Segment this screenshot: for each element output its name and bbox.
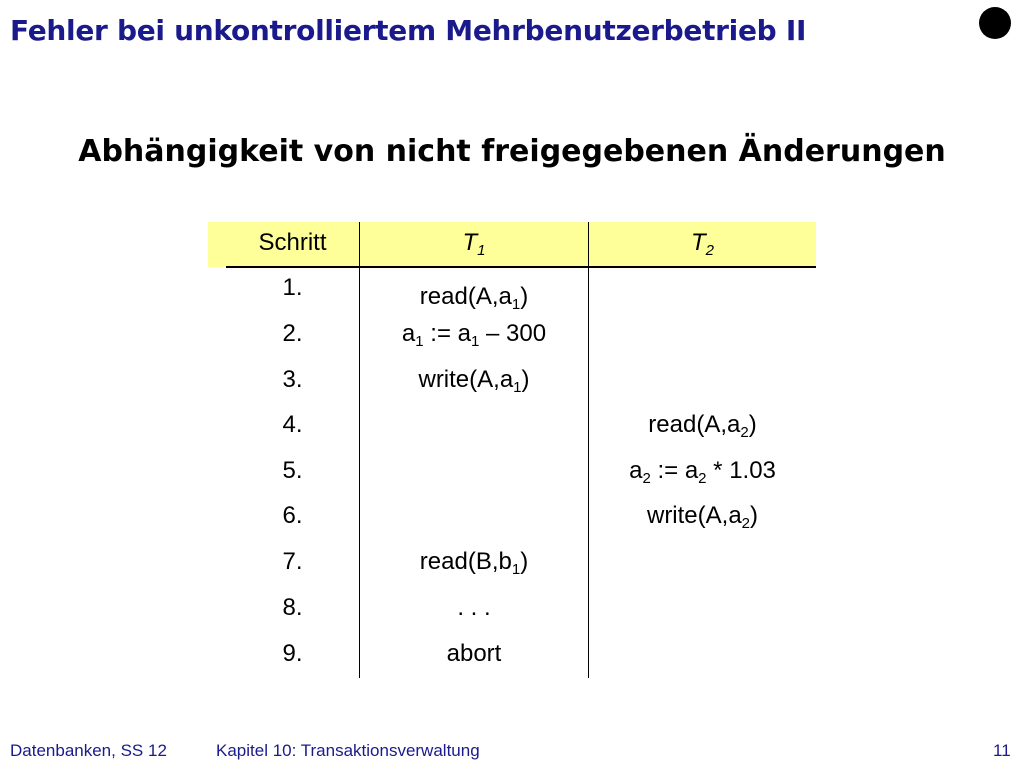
t2-cell <box>589 502 816 530</box>
step-cell: 5. <box>282 457 303 484</box>
table-header-divider <box>226 266 816 268</box>
t2-cell-part: 2 <box>741 515 751 532</box>
step-cell: 7. <box>282 548 303 575</box>
slide-subtitle: Abhängigkeit von nicht freigegebenen Änderungen <box>78 134 946 169</box>
header-t2-sub: 2 <box>705 242 714 259</box>
t2-cell-part: ) <box>750 502 759 529</box>
header-t1-base: T <box>462 229 478 256</box>
t2-cell-part: := a <box>650 457 699 484</box>
header-t1 <box>360 229 588 257</box>
t2-cell <box>589 411 816 439</box>
t2-cell-part: 2 <box>642 470 651 487</box>
step-cell: 3. <box>282 366 303 393</box>
t1-cell-part: a <box>401 320 416 347</box>
header-t2 <box>589 229 816 257</box>
t2-cell-part: write(A,a <box>646 502 742 529</box>
page-number: 11 <box>993 741 1011 760</box>
column-divider-2 <box>588 222 589 678</box>
t1-cell <box>360 366 588 394</box>
step-cell: 6. <box>282 502 303 529</box>
t2-cell-part: a <box>629 457 643 484</box>
header-step: Schritt <box>258 229 327 256</box>
t1-cell-part: 1 <box>513 379 522 396</box>
t1-cell-part: write(A,a <box>418 366 514 393</box>
header-t1-sub: 1 <box>477 242 486 259</box>
t1-cell <box>360 283 588 311</box>
step-cell: 9. <box>282 640 303 667</box>
step-cell: 4. <box>282 411 303 438</box>
t1-cell-part: 1 <box>415 333 424 350</box>
t1-cell-part: read(B,b <box>419 548 512 575</box>
t2-cell-part: * 1.03 <box>706 457 776 484</box>
footer-chapter: Kapitel 10: Transaktionsverwaltung <box>216 741 480 760</box>
header-t2-base: T <box>690 229 706 256</box>
t2-cell-part: ) <box>748 411 757 438</box>
t2-cell-part: 2 <box>698 470 707 487</box>
t1-cell <box>360 548 588 576</box>
t1-cell-part: 1 <box>511 561 521 578</box>
t1-cell-part: – 300 <box>479 320 547 347</box>
step-cell: 2. <box>282 320 303 347</box>
t1-cell <box>360 594 588 622</box>
t1-cell-part: read(A,a <box>419 283 512 310</box>
t2-cell-part: 2 <box>740 424 749 441</box>
footer-course: Datenbanken, SS 12 <box>10 741 167 760</box>
t2-cell <box>589 457 816 485</box>
t1-cell <box>360 640 588 668</box>
step-cell: 1. <box>282 274 303 301</box>
t1-cell-part: ) <box>520 548 529 575</box>
t1-cell-part: ) <box>520 283 529 310</box>
t1-cell-part: 1 <box>511 296 521 313</box>
t2-cell-part: read(A,a <box>648 411 741 438</box>
t1-cell <box>360 320 588 348</box>
t1-cell-part: 1 <box>471 333 480 350</box>
t1-cell-part: . . . <box>457 594 491 621</box>
step-cell: 8. <box>282 594 303 621</box>
t1-cell-part: ) <box>521 366 530 393</box>
t1-cell-part: abort <box>446 640 502 667</box>
t1-cell-part: := a <box>423 320 471 347</box>
slide-title: Fehler bei unkontrolliertem Mehrbenutzerbetrieb II <box>10 14 807 47</box>
bullet-dot <box>979 7 1011 39</box>
